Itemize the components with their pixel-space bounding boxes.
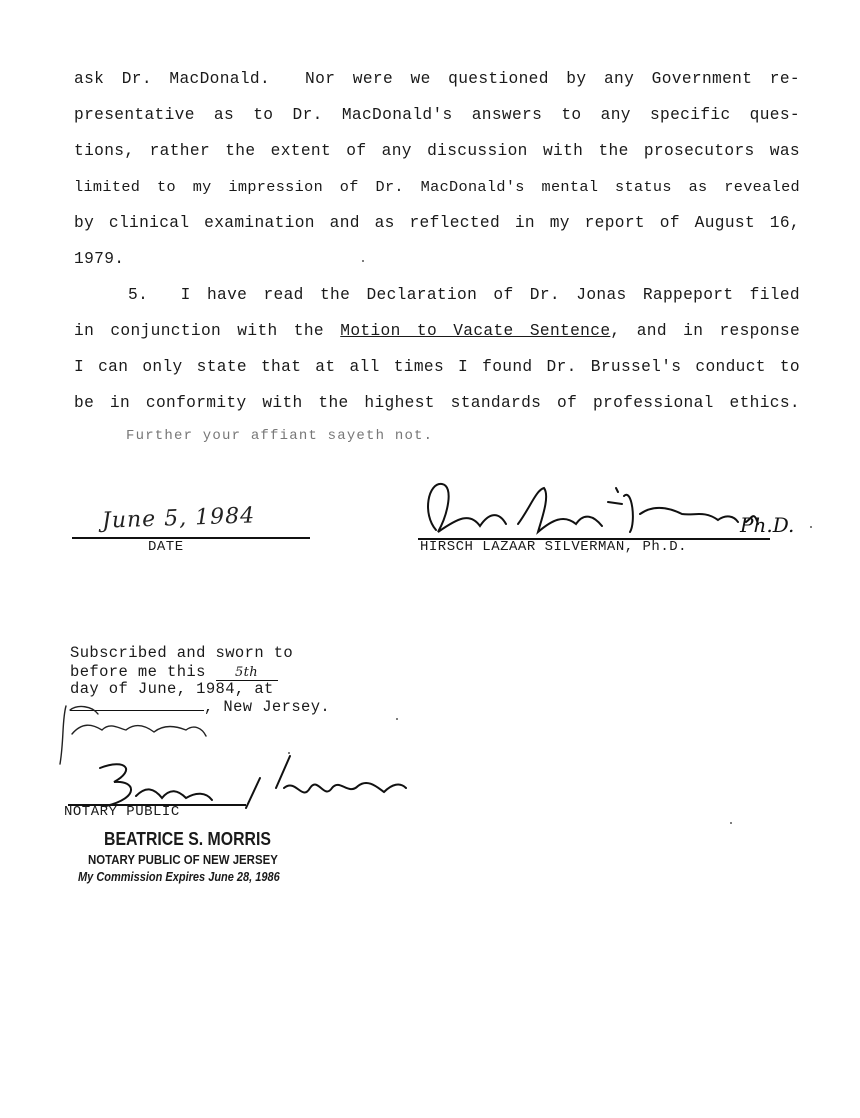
date-value: June 5, 1984 (101, 503, 256, 534)
para5-line-4: be in conformity with the highest standards of professional ethics. (74, 394, 800, 412)
notary-label: NOTARY PUBLIC (64, 804, 180, 820)
closing-line: Further your affiant sayeth not. (126, 428, 434, 444)
notary-line-2 (70, 663, 278, 681)
para5-line-3: I can only state that at all times I found Dr. Brussel's conduct to (74, 358, 800, 376)
para5-line-1: 5. I have read the Declaration of Dr. Jonas Rappeport filed (128, 286, 800, 304)
notary-stamp-title: NOTARY PUBLIC OF NEW JERSEY (88, 852, 278, 867)
notary-signature (66, 748, 426, 812)
para5-line-2 (74, 322, 800, 340)
scan-speck (396, 718, 398, 720)
date-rule (72, 537, 310, 539)
date-label: DATE (148, 539, 184, 555)
svg-text:Ph.D.: Ph.D. (740, 513, 795, 537)
body-line-4: limited to my impression of Dr. MacDonald's mental status as revealed (74, 178, 800, 196)
notary-day-fill: 5th (216, 665, 278, 681)
motion-title: Motion to Vacate Sentence (340, 322, 611, 340)
notary-line-3: day of June, 1984, at (70, 680, 274, 698)
scan-speck (362, 260, 364, 262)
signer-signature (418, 474, 808, 544)
notary-line-2-text: before me this (70, 663, 206, 681)
body-line-2: presentative as to Dr. MacDonald's answers to any specific ques- (74, 106, 800, 124)
notary-line-4-text: , New Jersey. (204, 698, 331, 716)
body-line-6: 1979. (74, 250, 125, 268)
scan-speck (810, 526, 812, 528)
scan-speck (730, 822, 732, 824)
notary-stamp-name: BEATRICE S. MORRIS (104, 829, 271, 849)
notary-stamp-expiry: My Commission Expires June 28, 1986 (78, 870, 280, 884)
para5-line-2-end: , and in response (610, 322, 801, 340)
body-line-1: ask Dr. MacDonald. Nor were we questioned by any Government re- (74, 70, 800, 88)
body-line-3: tions, rather the extent of any discussion with the prosecutors was (74, 142, 800, 160)
scan-speck (288, 752, 290, 754)
para5-line-2-start: in conjunction with the (74, 322, 341, 340)
signer-name: HIRSCH LAZAAR SILVERMAN, Ph.D. (420, 539, 688, 555)
body-line-5: by clinical examination and as reflected in my report of August 16, (74, 214, 800, 232)
notary-line-1: Subscribed and sworn to (70, 644, 294, 662)
